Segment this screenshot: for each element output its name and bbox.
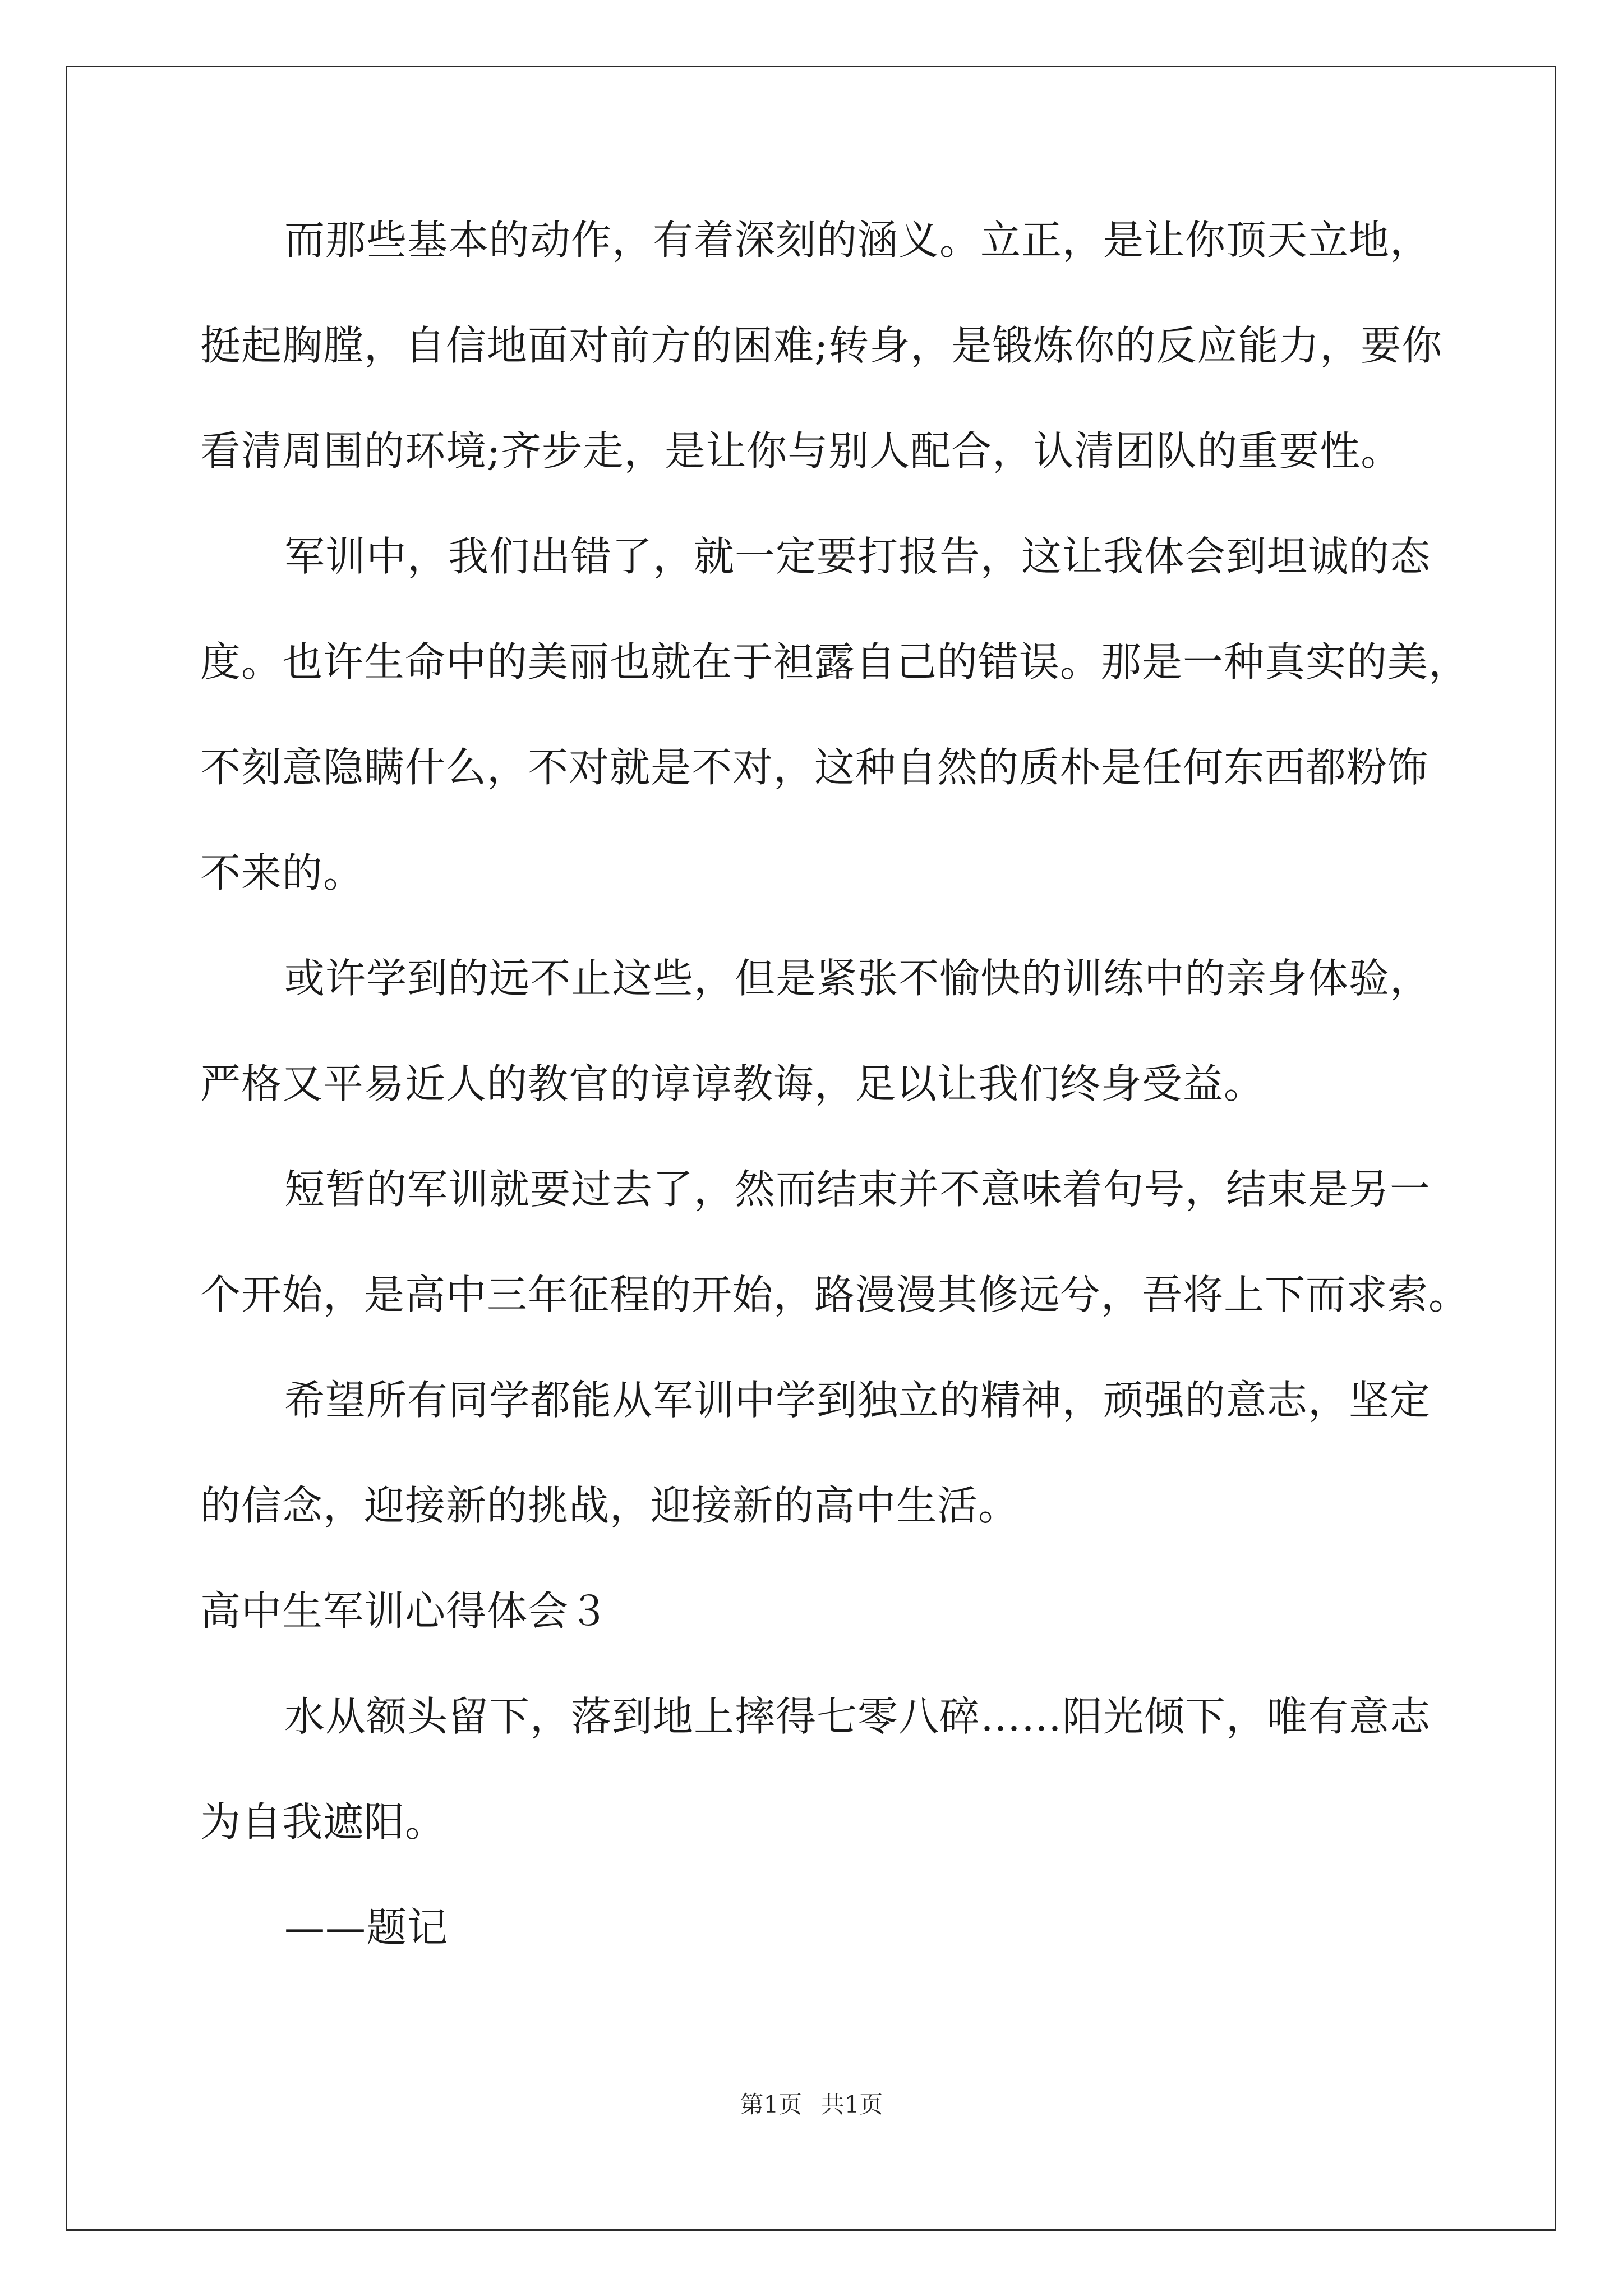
paragraph-line: 或许学到的远不止这些，但是紧张不愉快的训练中的亲身体验， [284, 955, 1431, 1002]
paragraph-line: 的信念，迎接新的挑战，迎接新的高中生活。 [200, 1482, 1020, 1529]
paragraph-line: 军训中，我们出错了，就一定要打报告，这让我体会到坦诚的态 [284, 533, 1431, 580]
paragraph-line: 水从额头留下，落到地上摔得七零八碎……阳光倾下，唯有意志 [284, 1693, 1431, 1740]
page-footer [0, 2089, 1623, 2120]
paragraph-line: 严格又平易近人的教官的谆谆教诲，足以让我们终身受益。 [200, 1060, 1265, 1107]
paragraph-line: 个开始，是高中三年征程的开始，路漫漫其修远兮，吾将上下而求索。 [200, 1271, 1470, 1318]
page-total: 共1页 [820, 2091, 883, 2118]
paragraph-line: 度。也许生命中的美丽也就在于袒露自己的错误。那是一种真实的美， [200, 638, 1470, 685]
paragraph-line: 挺起胸膛，自信地面对前方的困难;转身，是锻炼你的反应能力，要你 [200, 322, 1443, 369]
paragraph-line: 不来的。 [200, 849, 365, 896]
page-number: 第1页 [740, 2091, 803, 2118]
paragraph-line: 希望所有同学都能从军训中学到独立的精神，顽强的意志，坚定 [284, 1377, 1431, 1424]
paragraph-line: 短暂的军训就要过去了，然而结束并不意味着句号，结束是另一 [284, 1166, 1431, 1213]
paragraph-line: 看清周围的环境;齐步走，是让你与别人配合，认清团队的重要性。 [200, 427, 1402, 475]
paragraph-line: 不刻意隐瞒什么，不对就是不对，这种自然的质朴是任何东西都粉饰 [200, 744, 1429, 791]
epigraph-attribution: ——题记 [284, 1904, 449, 1951]
paragraph-line: 而那些基本的动作，有着深刻的涵义。立正，是让你顶天立地， [284, 217, 1431, 264]
paragraph-line: 为自我遮阳。 [200, 1798, 446, 1846]
section-heading: 高中生军训心得体会３ [200, 1588, 610, 1635]
